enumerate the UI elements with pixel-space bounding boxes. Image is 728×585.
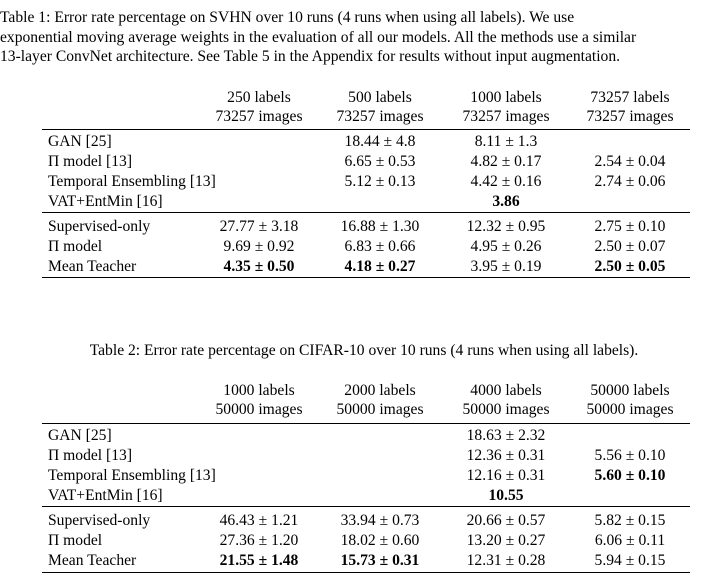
method-name: GAN [25] xyxy=(48,133,112,150)
column-header-labels: 1000 labels xyxy=(223,382,295,399)
column-header-images: 50000 images xyxy=(586,401,674,418)
method-name: Mean Teacher xyxy=(48,258,137,275)
error-rate-cell: 18.02 ± 0.60 xyxy=(340,532,420,549)
error-rate-cell: 6.06 ± 0.11 xyxy=(594,532,666,549)
error-rate-cell: 15.73 ± 0.31 xyxy=(340,552,420,569)
error-rate-cell: 9.69 ± 0.92 xyxy=(223,238,295,255)
error-rate-cell: 18.63 ± 2.32 xyxy=(466,427,546,444)
error-rate-cell: 3.86 xyxy=(492,193,520,210)
error-rate-cell: 10.55 xyxy=(488,487,524,504)
method-name: Temporal Ensembling [13] xyxy=(48,467,216,484)
table-row xyxy=(0,551,728,571)
error-rate-cell: 20.66 ± 0.57 xyxy=(466,512,546,529)
method-name: Π model xyxy=(48,532,103,549)
table2-caption: Table 2: Error rate percentage on CIFAR-10 over 10 runs (4 runs when using all labels). xyxy=(89,342,639,359)
table1-caption-line: Table 1: Error rate percentage on SVHN over 10 runs (4 runs when using all labels). We use xyxy=(0,9,575,26)
error-rate-cell: 27.77 ± 3.18 xyxy=(219,218,299,235)
error-rate-cell: 12.31 ± 0.28 xyxy=(466,552,546,569)
table-row xyxy=(0,237,728,257)
method-name: Π model xyxy=(48,238,103,255)
column-header-labels: 50000 labels xyxy=(590,382,670,399)
error-rate-cell: 2.50 ± 0.07 xyxy=(594,238,666,255)
column-header-labels: 250 labels xyxy=(227,89,291,106)
column-header-labels: 500 labels xyxy=(348,89,412,106)
error-rate-cell: 27.36 ± 1.20 xyxy=(219,532,299,549)
table1-caption xyxy=(0,8,728,67)
column-header-images: 73257 images xyxy=(215,108,303,125)
table-row xyxy=(0,132,728,152)
method-name: Π model [13] xyxy=(48,447,133,464)
error-rate-cell: 16.88 ± 1.30 xyxy=(340,218,420,235)
error-rate-cell: 2.54 ± 0.04 xyxy=(594,153,666,170)
error-rate-cell: 4.82 ± 0.17 xyxy=(470,153,542,170)
method-name: GAN [25] xyxy=(48,427,112,444)
table-rule xyxy=(42,129,690,130)
table-rule xyxy=(42,572,690,573)
error-rate-cell: 46.43 ± 1.21 xyxy=(219,512,299,529)
error-rate-cell: 13.20 ± 0.27 xyxy=(466,532,546,549)
table-row xyxy=(0,446,728,466)
method-name: Π model [13] xyxy=(48,153,133,170)
error-rate-cell: 8.11 ± 1.3 xyxy=(474,133,538,150)
error-rate-cell: 5.60 ± 0.10 xyxy=(594,467,666,484)
error-rate-cell: 18.44 ± 4.8 xyxy=(344,133,416,150)
error-rate-cell: 5.12 ± 0.13 xyxy=(344,173,416,190)
table-row xyxy=(0,152,728,172)
column-header-labels: 2000 labels xyxy=(344,382,416,399)
table-rule xyxy=(42,212,690,213)
method-name: VAT+EntMin [16] xyxy=(48,193,163,210)
column-header-images: 73257 images xyxy=(336,108,424,125)
table-row xyxy=(0,531,728,551)
method-name: VAT+EntMin [16] xyxy=(48,487,163,504)
error-rate-cell: 3.95 ± 0.19 xyxy=(470,258,542,275)
table-rule xyxy=(42,277,690,278)
method-name: Temporal Ensembling [13] xyxy=(48,173,216,190)
column-header-labels: 73257 labels xyxy=(590,89,670,106)
table-row xyxy=(0,426,728,446)
error-rate-cell: 5.82 ± 0.15 xyxy=(594,512,666,529)
column-header-images: 73257 images xyxy=(586,108,674,125)
error-rate-cell: 4.95 ± 0.26 xyxy=(470,238,542,255)
method-name: Supervised-only xyxy=(48,512,151,529)
error-rate-cell: 12.16 ± 0.31 xyxy=(466,467,546,484)
table1-caption-line: exponential moving average weights in the evaluation of all our models. All the methods use a similar xyxy=(0,28,637,46)
error-rate-cell: 4.18 ± 0.27 xyxy=(344,258,416,275)
error-rate-cell: 2.74 ± 0.06 xyxy=(594,173,666,190)
method-name: Mean Teacher xyxy=(48,552,137,569)
table-row xyxy=(0,172,728,192)
error-rate-cell: 4.35 ± 0.50 xyxy=(223,258,295,275)
table-row xyxy=(0,466,728,486)
table-rule xyxy=(42,506,690,507)
table-rule xyxy=(42,423,690,424)
error-rate-cell: 6.65 ± 0.53 xyxy=(344,153,416,170)
column-header-images: 50000 images xyxy=(215,401,303,418)
error-rate-cell: 6.83 ± 0.66 xyxy=(344,238,416,255)
error-rate-cell: 21.55 ± 1.48 xyxy=(219,552,299,569)
error-rate-cell: 5.94 ± 0.15 xyxy=(594,552,666,569)
error-rate-cell: 5.56 ± 0.10 xyxy=(594,447,666,464)
table-row xyxy=(0,486,728,506)
table-row xyxy=(0,511,728,531)
table-row xyxy=(0,192,728,212)
error-rate-cell: 12.36 ± 0.31 xyxy=(466,447,546,464)
column-header-images: 50000 images xyxy=(336,401,424,418)
column-header-images: 50000 images xyxy=(462,401,550,418)
error-rate-cell: 4.42 ± 0.16 xyxy=(470,173,542,190)
column-header-labels: 4000 labels xyxy=(470,382,542,399)
error-rate-cell: 33.94 ± 0.73 xyxy=(340,512,420,529)
error-rate-cell: 12.32 ± 0.95 xyxy=(466,218,546,235)
error-rate-cell: 2.50 ± 0.05 xyxy=(594,258,666,275)
method-name: Supervised-only xyxy=(48,218,151,235)
column-header-images: 73257 images xyxy=(462,108,550,125)
table-row xyxy=(0,257,728,277)
table1-caption-line: 13-layer ConvNet architecture. See Table 5 in the Appendix for results without input augmentation. xyxy=(0,48,621,65)
error-rate-cell: 2.75 ± 0.10 xyxy=(594,218,666,235)
column-header-labels: 1000 labels xyxy=(470,89,542,106)
table-row xyxy=(0,217,728,237)
